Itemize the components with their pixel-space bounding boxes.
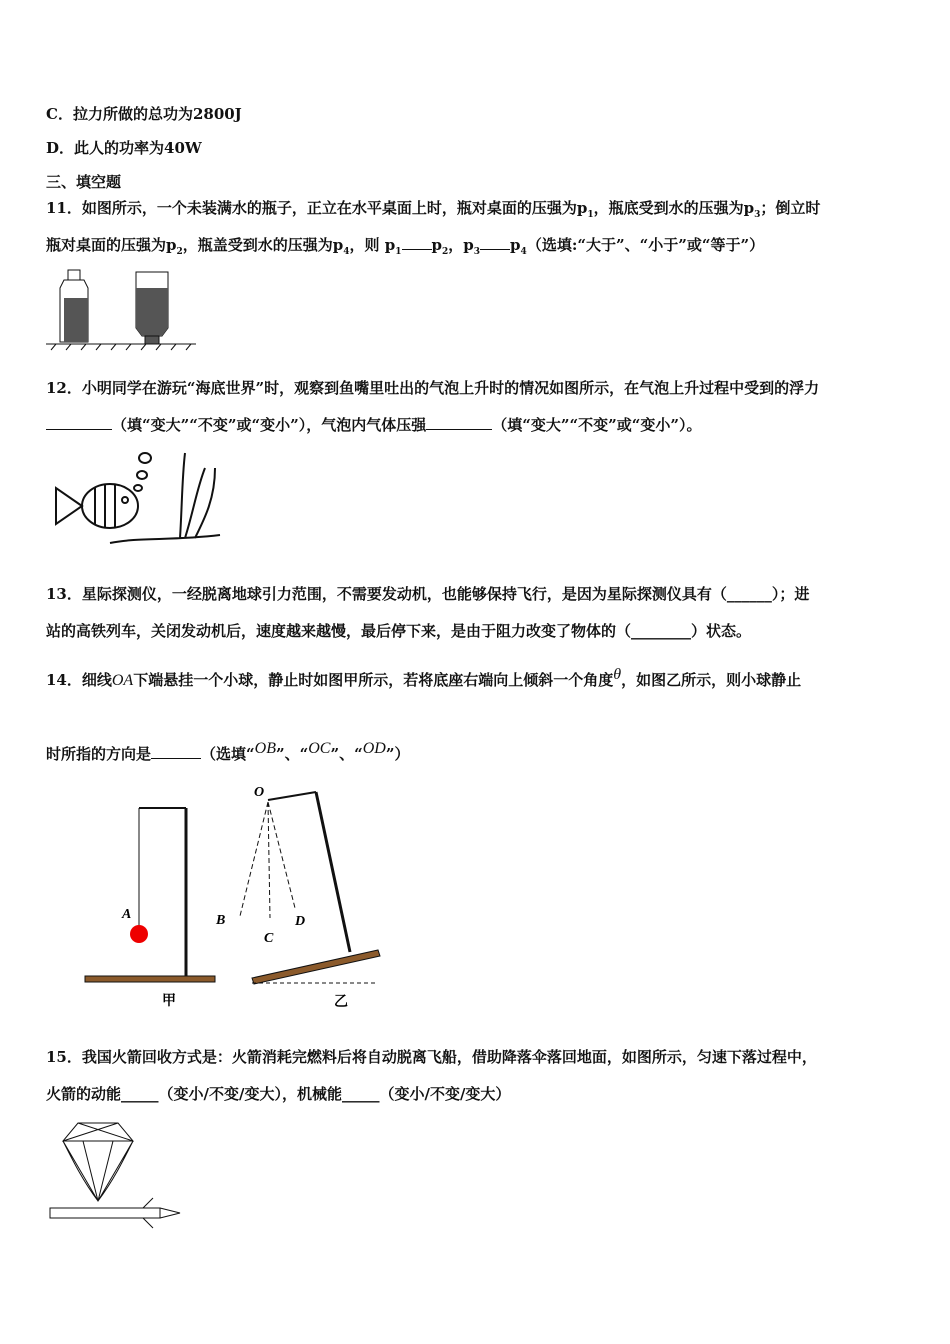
option-c: C．拉力所做的总功为2800J	[46, 105, 242, 123]
answer-blank[interactable]	[426, 414, 492, 430]
q14-line1: 14．细线OA下端悬挂一个小球，静止时如图甲所示，若将底座右端向上倾斜一个角度$^\theta$，如图乙所示，则小球静止	[46, 666, 802, 689]
q13-line1: 13．星际探测仪，一经脱离地球引力范围，不需要发动机，也能够保持飞行，是因为星际探测仪具有（______）；进	[46, 585, 810, 603]
answer-blank[interactable]	[151, 743, 201, 759]
q11-line1: 11．如图所示，一个未装满水的瓶子，正立在水平桌面上时，瓶对桌面的压强为$p_1$，瓶底受到水的压强为$p_3$；倒立时	[46, 199, 821, 220]
answer-blank[interactable]	[46, 414, 112, 430]
fish-figure	[50, 448, 230, 550]
svg-text:B: B	[216, 913, 226, 928]
svg-text:D: D	[295, 914, 306, 929]
svg-text:C: C	[264, 931, 274, 946]
option-d: D．此人的功率为40W	[46, 139, 202, 157]
q11-line2: 瓶对桌面的压强为$p_2$，瓶盖受到水的压强为$p_4$，则 $p_1$ $p_2$，$p_3$ $p_4$（选填:“大于”、“小于”或“等于”）	[46, 236, 765, 257]
q15-line1: 15．我国火箭回收方式是：火箭消耗完燃料后将自动脱离飞船，借助降落伞落回地面，如图所示，匀速下落过程中，	[46, 1048, 817, 1066]
svg-text:O: O	[254, 785, 265, 800]
svg-text:甲: 甲	[162, 994, 176, 1009]
q12-line1: 12．小明同学在游玩“海底世界”时，观察到鱼嘴里吐出的气泡上升时的情况如图所示，在气泡上升过程中受到的浮力	[46, 379, 820, 397]
rocket-parachute-figure	[48, 1115, 188, 1230]
bottles-figure	[46, 268, 196, 354]
answer-blank[interactable]	[480, 234, 510, 250]
answer-blank[interactable]	[402, 234, 432, 250]
svg-text:A: A	[122, 907, 132, 922]
section-heading: 三、填空题	[46, 173, 122, 191]
q15-line2: 火箭的动能_____（变小/不变/变大），机械能_____（变小/不变/变大）	[46, 1085, 511, 1103]
q14-line2: 时所指的方向是 （选填“$^{OB}$”、“$^{OC}$”、“$^{OD}$”）	[46, 740, 410, 763]
pendulum-figure	[80, 780, 390, 1010]
q12-line2: （填“变大”“不变”或“变小”），气泡内气体压强 （填“变大”“不变”或“变小”）。	[46, 414, 702, 435]
q13-line2: 站的高铁列车，关闭发动机后，速度越来越慢，最后停下来，是由于阻力改变了物体的（________）状态。	[46, 622, 752, 640]
svg-text:乙: 乙	[334, 995, 348, 1010]
